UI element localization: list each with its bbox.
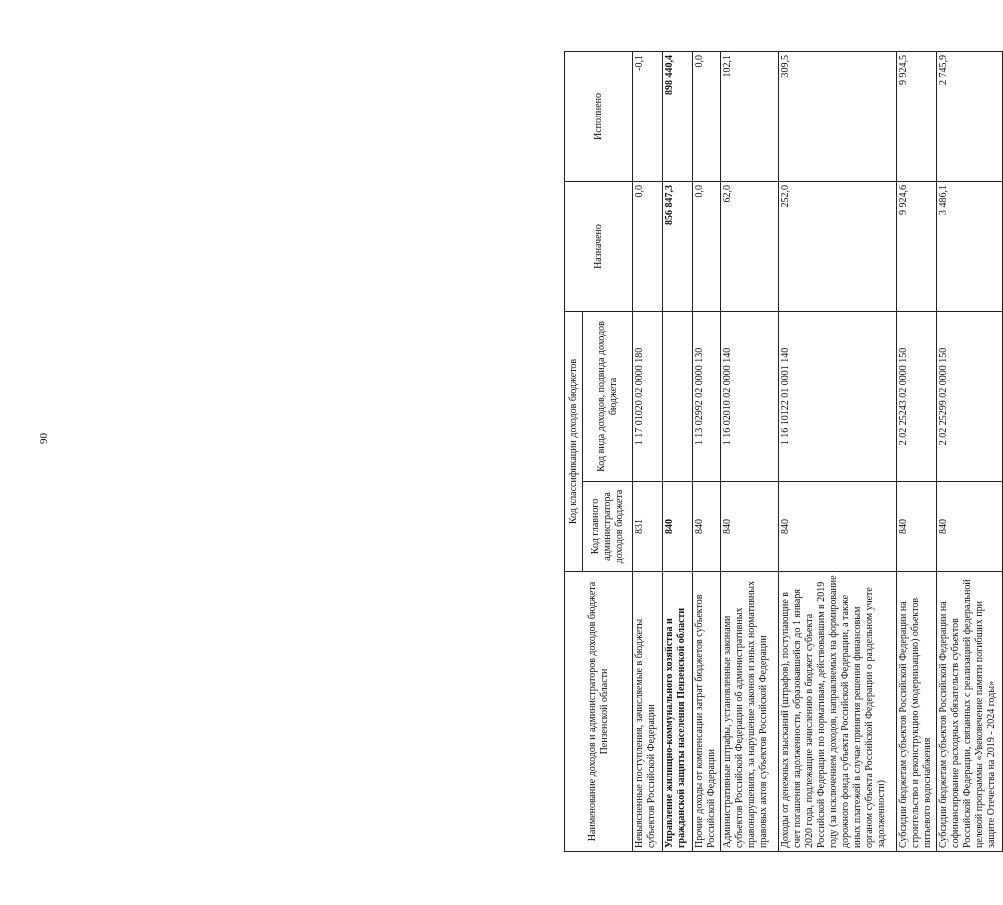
table-row (721, 52, 779, 852)
row-name: Управление жилищно-коммунального хозяйства и гражданской защиты населения Пензенской области (663, 572, 693, 852)
row-code: 1 16 02010 02 0000 140 (721, 312, 779, 482)
row-assigned: 856 847,3 (663, 182, 693, 312)
table-row (663, 52, 693, 852)
row-assigned: 252,0 (779, 182, 897, 312)
row-name: Субсидии бюджетам субъектов Российской Федерации на строительство и реконструкцию (модернизацию) объектов питьевого водоснабжения (897, 572, 937, 852)
header-executed: Исполнено (565, 52, 633, 182)
header-kind-code: Код вида доходов, подвида доходов бюджета (583, 312, 633, 482)
page-number: 90 (38, 433, 50, 444)
row-assigned: 3 486,1 (937, 182, 1003, 312)
row-admin: 840 (897, 482, 937, 572)
row-code (663, 312, 693, 482)
row-admin: 840 (693, 482, 721, 572)
row-executed: 2 745,9 (937, 52, 1003, 182)
table-row (897, 52, 937, 852)
row-admin: 831 (633, 482, 663, 572)
row-code: 1 17 01020 02 0000 180 (633, 312, 663, 482)
row-executed: -0,1 (633, 52, 663, 182)
row-admin: 840 (937, 482, 1003, 572)
row-executed: 0,0 (693, 52, 721, 182)
table-row (937, 52, 1003, 852)
header-assigned: Назначено (565, 182, 633, 312)
row-name: Доходы от денежных взысканий (штрафов), поступающие в счет погашения задолженности, образовавшейся до 1 января 2020 года, подлежащие зачислению в бюджет субъекта Российской Федерации по нормативам, действовавшим в 2019 году (за исключением доходов, направляемых на формирование дорожного фонда субъекта Российской Федерации, а также иных платежей в случае принятия решения финансовым органом субъекта Российской Федерации о раздельном учете задолженности) (779, 572, 897, 852)
table-row (693, 52, 721, 852)
row-code: 1 16 10122 01 0001 140 (779, 312, 897, 482)
row-executed: 898 440,4 (663, 52, 693, 182)
row-assigned: 62,0 (721, 182, 779, 312)
row-assigned: 0,0 (693, 182, 721, 312)
revenue-table (564, 51, 1003, 852)
header-name: Наименование доходов и администраторов доходов бюджета Пензенской области (565, 572, 633, 852)
row-executed: 102,1 (721, 52, 779, 182)
row-executed: 9 924,5 (897, 52, 937, 182)
row-admin: 840 (721, 482, 779, 572)
row-code: 1 13 02992 02 0000 130 (693, 312, 721, 482)
row-assigned: 9 924,6 (897, 182, 937, 312)
row-assigned: 0,0 (633, 182, 663, 312)
row-executed: 309,5 (779, 52, 897, 182)
row-code: 2 02 25243 02 0000 150 (897, 312, 937, 482)
row-name: Административные штрафы, установленные законами субъектов Российской Федерации об административных правонарушениях, за нарушение законов и иных нормативных правовых актов субъектов Российской Федерации (721, 572, 779, 852)
document-sheet (564, 52, 1002, 852)
table-row (779, 52, 897, 852)
row-name: Субсидии бюджетам субъектов Российской Федерации на софинансирование расходных обязательств субъектов Российской Федерации, связанных с реализацией федеральной целевой программы «Увековечение памяти погибших при защите Отечества на 2019 - 2024 годы» (937, 572, 1003, 852)
table-row (633, 52, 663, 852)
header-code-group: Код классификации доходов бюджетов (565, 312, 583, 572)
row-name: Невыясненные поступления, зачисляемые в бюджеты субъектов Российской Федерации (633, 572, 663, 852)
row-admin: 840 (779, 482, 897, 572)
row-name: Прочие доходы от компенсации затрат бюджетов субъектов Российской Федерации (693, 572, 721, 852)
row-admin: 840 (663, 482, 693, 572)
row-code: 2 02 25299 02 0000 150 (937, 312, 1003, 482)
header-admin-code: Код главного администратора доходов бюджета (583, 482, 633, 572)
